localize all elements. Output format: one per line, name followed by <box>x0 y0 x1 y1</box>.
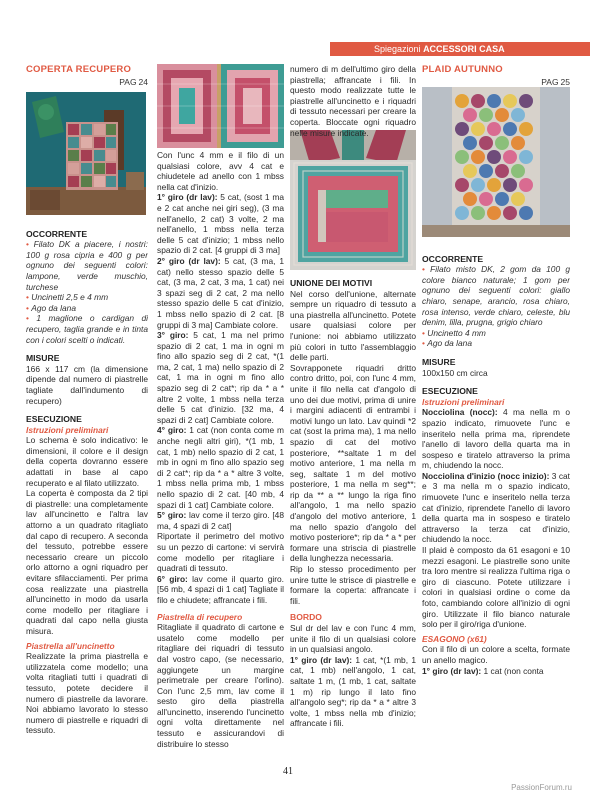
misure-heading: MISURE <box>422 356 456 367</box>
round-6: 6° giro: lav come il quarto giro. [56 mb, 4 spazi di 1 cat] Tagliate il filo e chiudete; affrancate i fili. <box>157 573 284 605</box>
continued-text: numero di m dell'ultimo giro della piastrella; affrancate i fili. In questo modo realizzate tutte le piastrelle all'uncinetto e i riquadri di tessuto necessari per creare la coperta. Bloccate ogni riquadro nelle misure indicate. <box>290 64 416 138</box>
granny-square-photo <box>157 64 284 148</box>
recupero-text: Ritagliate il quadrato di cartone e usatelo come modello per ritagliare dei riquadri di tessuto dal vostro capo, (se necessario, aggiungete un margine perimetrale per creare l'orlino). Con l'unc 2,5 mm, lav come il sesto giro della piastrella all'uncinetto, inserendo l'uncinetto ogni volta direttamente nel tessuto e assicurandovi di distribuire lo stesso <box>157 622 284 749</box>
misure-text: 166 x 117 cm (la dimensione dipende dal numero di piastrelle tagliate dall'indumento di recupero) <box>26 363 148 406</box>
section-label: Spiegazioni <box>374 44 421 54</box>
section-banner <box>330 42 590 56</box>
body-paragraph: Riportate il perimetro del motivo su un pezzo di cartone: vi servirà come modello per ritagliare i quadrati di tessuto. <box>157 531 284 574</box>
photo-spacer <box>26 90 148 225</box>
round-2: 2° giro (dr lav): 5 cat, (3 ma, 1 cat) nello stesso spazio delle 5 cat, (3 ma, 2 cat, 3 ma, 1 cat) nei 3 spazi seg di 2 cat, 2 ma nello stesso spazio delle 5 cat d'inizio, 1 mbss nello spazio di 2 cat. [8 gruppi di 3 ma] Cambiate colore. <box>157 255 284 330</box>
misure-text: 100x150 cm circa <box>422 367 488 378</box>
page-number: 41 <box>283 766 293 777</box>
piastrella-text: Realizzate la prima piastrella e utilizzatela come modello; una volta ritagliati tutti i quadrati di tessuto, potete decidere il numero di piastrelle da lavorare. Noi abbiamo lavorato lo stesso numero di piastrelle e riquadri di tessuto. <box>26 651 148 736</box>
nocciolina-def: Nocciolina (nocc): 4 ma nella m o spazio indicato, rimuovete l'unc e inseritelo nella prima ma, riprendete l'anello di lavoro della quarta ma in sospeso e tiratelo attraverso la prima m, chiudendo la nocc. <box>422 407 570 471</box>
page-ref-label: PAG <box>119 77 137 87</box>
esagono-text: Con il filo di un colore a scelta, formate un anello magico. <box>422 644 570 665</box>
materials-item: • Uncinetto 4 mm <box>422 327 486 338</box>
sovrapponete-text: Sovrapponete riquadri dritto contro dritto, poi, con l'unc 4 mm, unite il filo nella cat d'angolo di uno dei due motivi, prima di unire i margini adiacenti di entrambi i motivi lungo un lato. Lav quindi *2 cat (sost la prima ma), 1 ma nello spazio di cat del motivo posteriore, **saltate 1 m del motivo anteriore, 1 ma nella m seg, saltate 1 m del motivo posteriore, 1 ma nella m seg**; rip da ** a ** lungo la riga fino all'angolo, 1 ma nello spazio d'angolo del motivo anteriore, 1 ma nello spazio d'angolo del motivo posteriore*; rip da * a * per formare una striscia di piastrelle della lunghezza necessaria. <box>290 362 416 564</box>
esagono-heading: ESAGONO (x61) <box>422 633 487 644</box>
esagono-round-1: 1° giro (dr lav): 1 cat (non conta <box>422 665 544 676</box>
plaid-title: PLAID AUTUNNO <box>422 64 503 75</box>
round-3: 3° giro: 5 cat, 1 ma nel primo spazio di 2 cat, 1 ma in ogni m fino allo spazio seg di 2 cat, *(1 ma, 2 cat, 1 ma) nello spazio di 2 cat, 1 ma in ogni m fino allo spazio seg di 2 cat*; rip da * a * altre 2 volte, 1 mbss nella terza delle 5 cat d'inizio. [32 ma, 4 spazi di 2 cat] Cambiate colore. <box>157 330 284 425</box>
page-header <box>0 0 590 58</box>
occorrente-heading: OCCORRENTE <box>26 228 88 239</box>
rip-text: Rip lo stesso procedimento per unire tutte le strisce di piastrelle e formare la coperta: affrancate i fili. <box>290 564 416 606</box>
section-title: ACCESSORI CASA <box>423 44 505 54</box>
body-paragraph: La coperta è composta da 2 tipi di piastrelle: una completamente lav all'uncinetto e l'altra lav attorno a un quadrato ritagliato dal capo di recupero. A seconda del tessuto, potrebbe essere necessario creare un piccolo orlo attorno a ogni riquadro per evitare sfilacciamenti. Per prima cosa realizzate una piastrella all'uncinetto in modo da usarla come modello per ritagliare i quadrati dal capo nella giusta misura. <box>26 488 148 636</box>
page-ref <box>26 77 148 90</box>
istruzioni-heading: Istruzioni preliminari <box>26 424 109 435</box>
misure-heading: MISURE <box>26 353 60 364</box>
esecuzione-heading: ESECUZIONE <box>26 414 82 425</box>
page-ref-num: 24 <box>138 77 148 87</box>
unione-text: Nel corso dell'unione, alternate sempre un riquadro di tessuto a una piastrella all'uncinetto. Potete usare qualsiasi colore per l'unione: noi abbiamo utilizzato più colori in tutto l'assemblaggio delle parti. <box>290 288 416 363</box>
round-1: 1° giro (dr lav): 5 cat, (sost 1 ma e 2 cat anche nei giri seg), (3 ma nell'anello, 2 cat) 3 volte, 2 ma nell'anello, 1 mbss nella terza delle 5 cat d'inizio; 1 mbss nello spazio di 2 cat. [4 gruppi di 3 ma] <box>157 192 284 256</box>
column-coperta-recupero <box>26 64 148 776</box>
occorrente-heading: OCCORRENTE <box>422 253 484 264</box>
nocciolina-inizio-def: Nocciolina d'inizio (nocc inizio): 3 cat e 3 ma nella m o spazio indicato, rimuovete l'unc e inseritelo nella terza cat d'inizio, riprendete l'anello di lavoro della quarta ma in sospeso e tiratelo attraverso la terza cat d'inizio, chiudendo la nocc. <box>422 470 570 545</box>
column-instructions-3 <box>290 64 416 776</box>
materials-item: • Ago da lana <box>422 338 472 349</box>
watermark: PassionForum.ru <box>511 783 572 792</box>
bordo-heading: BORDO <box>290 612 322 623</box>
unione-heading: UNIONE DEI MOTIVI <box>290 278 373 288</box>
photo-spacer <box>422 90 570 250</box>
intro-text: Con l'unc 4 mm e il filo di un qualsiasi colore, avv 4 cat e chiudetele ad anello con 1 mbss nella cat d'inizio. <box>157 150 284 192</box>
page-ref-num: 25 <box>560 77 570 87</box>
photo-spacer <box>290 128 416 274</box>
page-ref <box>422 77 570 90</box>
round-4: 4° giro: 1 cat (non conta come m anche negli altri giri), *(1 mb, 1 cat, 1 mb) nello spazio di 2 cat, 1 mb in ogni m fino allo spazio seg di 2 cat*; rip da * a * altre 3 volte, 1 mbss nella prima mb, 1 mbss nello spazio di 2 cat. [40 mb, 4 spazi di 1 cat] Cambiate colore. <box>157 425 284 510</box>
materials-item: • Filato misto DK, 2 gom da 100 g colore bianco naturale; 1 gom per ognuno dei seguenti colori: giallo chiaro, senape, arancio, rosa chiaro, rosa intenso, verde chiaro, celeste, blu denim, lilla, prugna, grigio chiaro <box>422 264 570 328</box>
materials-item: • Ago da lana <box>26 302 76 313</box>
bordo-text: Sul dr del lav e con l'unc 4 mm, unite il filo di un qualsiasi colore in un qualsiasi angolo. <box>290 623 416 655</box>
materials-item: • Filato DK a piacere, i nostri: 100 g rosa cipria e 400 g per ognuno dei seguenti colori: lampone, verde muschio, turchese <box>26 239 148 292</box>
round-5: 5° giro: lav come il terzo giro. [48 ma, 4 spazi di 2 cat] <box>157 510 284 531</box>
column-plaid-autunno <box>422 64 570 776</box>
esecuzione-heading: ESECUZIONE <box>422 386 478 397</box>
piastrella-heading: Piastrella all'uncinetto <box>26 640 115 651</box>
istruzioni-text: Lo schema è solo indicativo: le dimensioni, il colore e il design della coperta dovranno essere adattati in base al capo recuperato e al filato utilizzato. <box>26 435 148 488</box>
istruzioni-heading: Istruzioni preliminari <box>422 396 505 407</box>
column-instructions-2 <box>157 150 284 780</box>
plaid-text: Il plaid è composto da 61 esagoni e 10 mezzi esagoni. Le piastrelle sono unite tra loro mentre si realizza l'ultima riga o giro di ciascuno. Potete utilizzare i colori in qualsiasi ordine o come da foto, cambiando colore all'inizio di ogni giro. Utilizzate il filo bianco naturale solo per il giro/riga d'unione. <box>422 545 570 630</box>
materials-item: • 1 maglione o cardigan di recupero, taglia grande e in tinta con i colori scelti o indicati. <box>26 313 148 345</box>
coperta-title: COPERTA RECUPERO <box>26 64 132 75</box>
materials-item: • Uncinetti 2,5 e 4 mm <box>26 292 109 303</box>
recupero-heading: Piastrella di recupero <box>157 611 243 622</box>
bordo-round-1: 1° giro (dr lav): 1 cat, *(1 mb, 1 cat, 1 mb) nell'angolo, 1 cat, saltate 1 m, (1 mb, 1 cat, saltate 1 m) rip lungo il lato fino all'angolo seg*; rip da * a * altre 3 volte, 1 mbss nella mb d'inizio; affrancate i fili. <box>290 654 416 729</box>
page-ref-label: PAG <box>541 77 559 87</box>
